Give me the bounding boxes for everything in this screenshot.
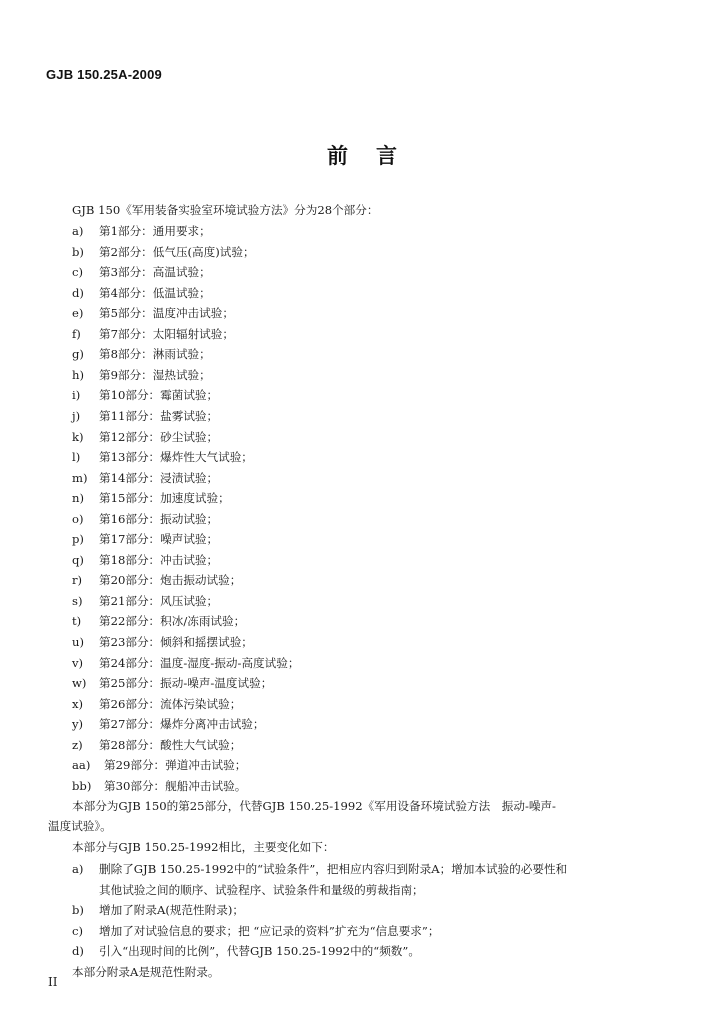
part-item [72, 779, 246, 794]
list-marker: t) [72, 614, 82, 629]
part-item [72, 656, 299, 671]
part-item [72, 553, 218, 568]
part-text: 第9部分：湿热试验； [99, 367, 211, 382]
intro-line: GJB 150《军用装备实验室环境试验方法》分为28个部分： [72, 203, 379, 217]
part-item [72, 306, 234, 321]
standard-code: GJB 150.25A-2009 [46, 67, 162, 82]
list-marker: s) [72, 593, 83, 608]
part-item [72, 327, 234, 342]
list-marker: n) [72, 491, 84, 506]
part-text: 第8部分：淋雨试验； [99, 347, 211, 362]
part-text: 第15部分：加速度试验； [99, 491, 230, 506]
annex-note: 本部分附录A是规范性附录。 [72, 964, 220, 979]
part-text: 第5部分：温度冲击试验； [99, 306, 234, 321]
part-text: 第1部分：通用要求； [99, 224, 211, 238]
part-text: 第18部分：冲击试验； [99, 552, 219, 567]
part-item [72, 491, 230, 506]
change-item [72, 903, 244, 918]
part-text: 第17部分：噪声试验； [99, 532, 219, 547]
page-title: 前言 [327, 143, 425, 168]
change-item [72, 924, 439, 939]
part-item [72, 573, 241, 588]
list-marker: a) [72, 862, 84, 877]
part-text: 第4部分：低温试验； [99, 285, 211, 300]
list-marker: w) [72, 676, 87, 691]
list-marker: r) [72, 573, 83, 588]
part-text: 第22部分：积冰/冻雨试验； [99, 614, 246, 629]
part-text: 第23部分：倾斜和摇摆试验； [99, 635, 253, 649]
part-item [72, 265, 211, 280]
part-text: 第12部分：砂尘试验； [99, 429, 219, 444]
part-item [72, 388, 218, 403]
list-marker: l) [72, 450, 81, 465]
part-item [72, 430, 218, 445]
list-marker: c) [72, 923, 84, 938]
part-item [72, 224, 211, 239]
part-text: 第20部分：炮击振动试验； [99, 573, 242, 588]
list-marker: o) [72, 511, 84, 526]
part-item [72, 409, 218, 424]
part-text: 第13部分：爆炸性大气试验； [99, 450, 253, 465]
part-item [72, 717, 264, 732]
list-marker: j) [72, 408, 81, 423]
part-text: 第10部分：霉菌试验； [99, 388, 219, 403]
part-text: 第27部分：爆炸分离冲击试验； [99, 717, 265, 732]
change-text-continued: 其他试验之间的顺序、试验程序、试验条件和量级的剪裁指南； [99, 882, 424, 897]
part-text: 第24部分：温度-湿度-振动-高度试验； [99, 655, 300, 670]
part-item [72, 471, 218, 486]
replace-paragraph-line1: 本部分为GJB 150的第25部分，代替GJB 150.25-1992《军用设备环境试验方法 振动-噪声- [72, 799, 556, 814]
list-marker: z) [72, 737, 83, 752]
part-text: 第29部分：弹道冲击试验； [104, 758, 247, 773]
part-text: 第25部分：振动-噪声-温度试验； [99, 676, 273, 691]
list-marker: b) [72, 244, 84, 259]
part-item [72, 245, 255, 260]
list-marker: y) [72, 717, 84, 732]
list-marker: aa) [72, 758, 91, 773]
list-marker: p) [72, 532, 84, 547]
list-marker: i) [72, 388, 81, 403]
part-item [72, 347, 211, 362]
part-item [72, 738, 241, 753]
list-marker: f) [72, 326, 81, 341]
list-marker: e) [72, 306, 84, 321]
part-item [72, 676, 272, 691]
part-item [72, 758, 246, 773]
list-marker: h) [72, 367, 84, 382]
list-marker: v) [72, 655, 84, 670]
replace-paragraph-line2: 温度试验》。 [48, 819, 112, 834]
change-item [72, 944, 420, 959]
part-text: 第14部分：浸渍试验； [99, 470, 219, 485]
list-marker: u) [72, 635, 84, 649]
list-marker: d) [72, 285, 84, 300]
part-item [72, 697, 241, 712]
change-text: 增加了附录A(规范性附录)； [99, 903, 244, 918]
change-item [72, 862, 567, 877]
part-item [72, 368, 211, 383]
part-text: 第7部分：太阳辐射试验； [99, 326, 234, 341]
list-marker: b) [72, 903, 84, 918]
part-text: 第16部分：振动试验； [99, 511, 219, 526]
part-text: 第30部分：舰船冲击试验。 [104, 778, 247, 793]
list-marker: bb) [72, 778, 92, 793]
part-text: 第3部分：高温试验； [99, 265, 211, 280]
part-text: 第21部分：风压试验； [99, 593, 219, 608]
list-marker: d) [72, 944, 84, 959]
list-marker: k) [72, 429, 84, 444]
part-item [72, 512, 218, 527]
change-text: 增加了对试验信息的要求；把 “应记录的资料”扩充为“信息要求”； [99, 923, 440, 938]
part-item [72, 635, 253, 650]
list-marker: q) [72, 552, 84, 567]
part-text: 第28部分：酸性大气试验； [99, 737, 242, 752]
part-item [72, 532, 218, 547]
list-marker: x) [72, 696, 84, 711]
part-item [72, 614, 245, 629]
change-text: 引入“出现时间的比例”，代替GJB 150.25-1992中的“频数”。 [99, 944, 420, 959]
part-text: 第2部分：低气压(高度)试验； [99, 244, 255, 259]
part-item [72, 450, 253, 465]
part-item [72, 594, 218, 609]
list-marker: c) [72, 265, 84, 280]
list-marker: g) [72, 347, 84, 362]
part-text: 第26部分：流体污染试验； [99, 696, 242, 711]
change-text: 删除了GJB 150.25-1992中的“试验条件”，把相应内容归到附录A；增加本试验的必要性和 [99, 862, 568, 877]
page-number: II [48, 975, 58, 989]
list-marker: m) [72, 470, 88, 485]
part-item [72, 286, 211, 301]
changes-intro: 本部分与GJB 150.25-1992相比，主要变化如下： [72, 840, 335, 855]
list-marker: a) [72, 224, 84, 238]
part-text: 第11部分：盐雾试验； [99, 408, 219, 423]
